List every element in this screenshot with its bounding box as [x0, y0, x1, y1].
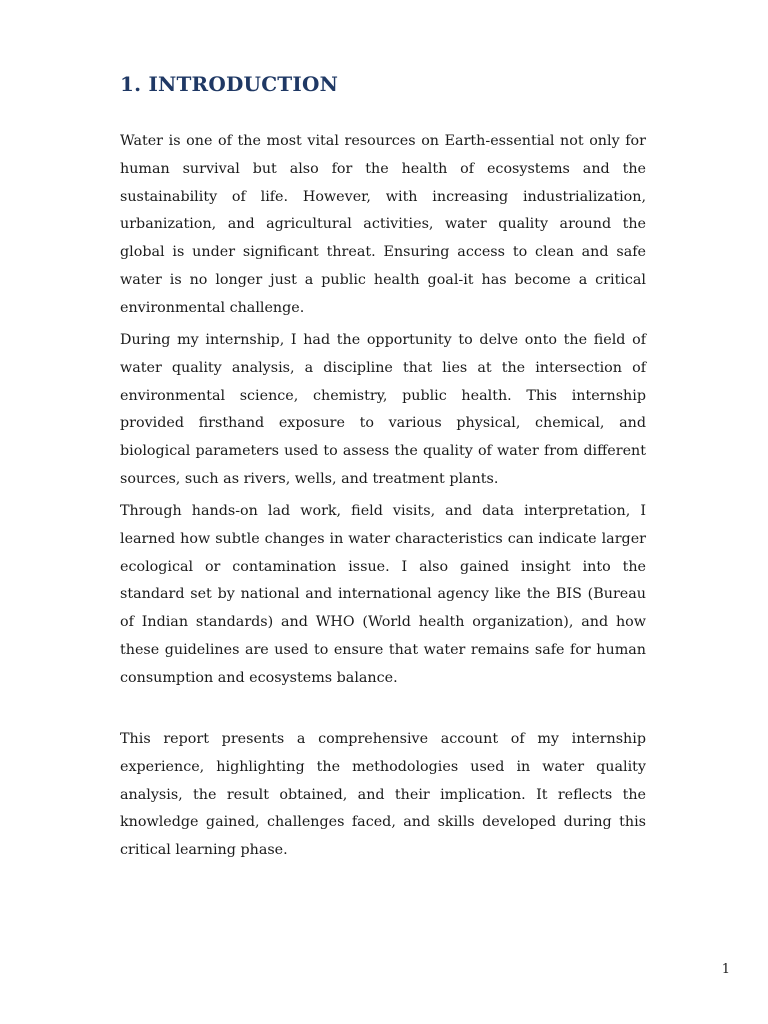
paragraph-internship: During my internship, I had the opportunity to delve onto the field of water quality analysis, a discipline that lies at the intersection of environmental science, chemistry, public health. This internship provided firsthand exposure to various physical, chemical, and biological parameters used to assess the quality of water from different sources, such as rivers, wells, and treatment plants.	[120, 332, 646, 487]
paragraph-hands-on: Through hands-on lad work, field visits, and data interpretation, I learned how subtle changes in water characteristics can indicate larger ecological or contamination issue. I also gained insight into the standard set by national and international agency like the BIS (Bureau of Indian standards) and WHO (World health organization), and how these guidelines are used to ensure that water remains safe for human consumption and ecosystems balance.	[120, 503, 646, 686]
page-number: 1	[721, 962, 730, 977]
paragraph-report-summary: This report presents a comprehensive account of my internship experience, highlighting the methodologies used in water quality analysis, the result obtained, and their implication. It reflects the knowledge gained, challenges faced, and skills developed during this critical learning phase.	[120, 731, 646, 859]
section-heading: 1. INTRODUCTION	[120, 72, 339, 96]
paragraph-introduction: Water is one of the most vital resources on Earth-essential not only for human survival but also for the health of ecosystems and the sustainability of life. However, with increasing industrialization, urbanization, and agricultural activities, water quality around the global is under significant threat. Ensuring access to clean and safe water is no longer just a public health goal-it has become a critical environmental challenge.	[120, 133, 646, 316]
